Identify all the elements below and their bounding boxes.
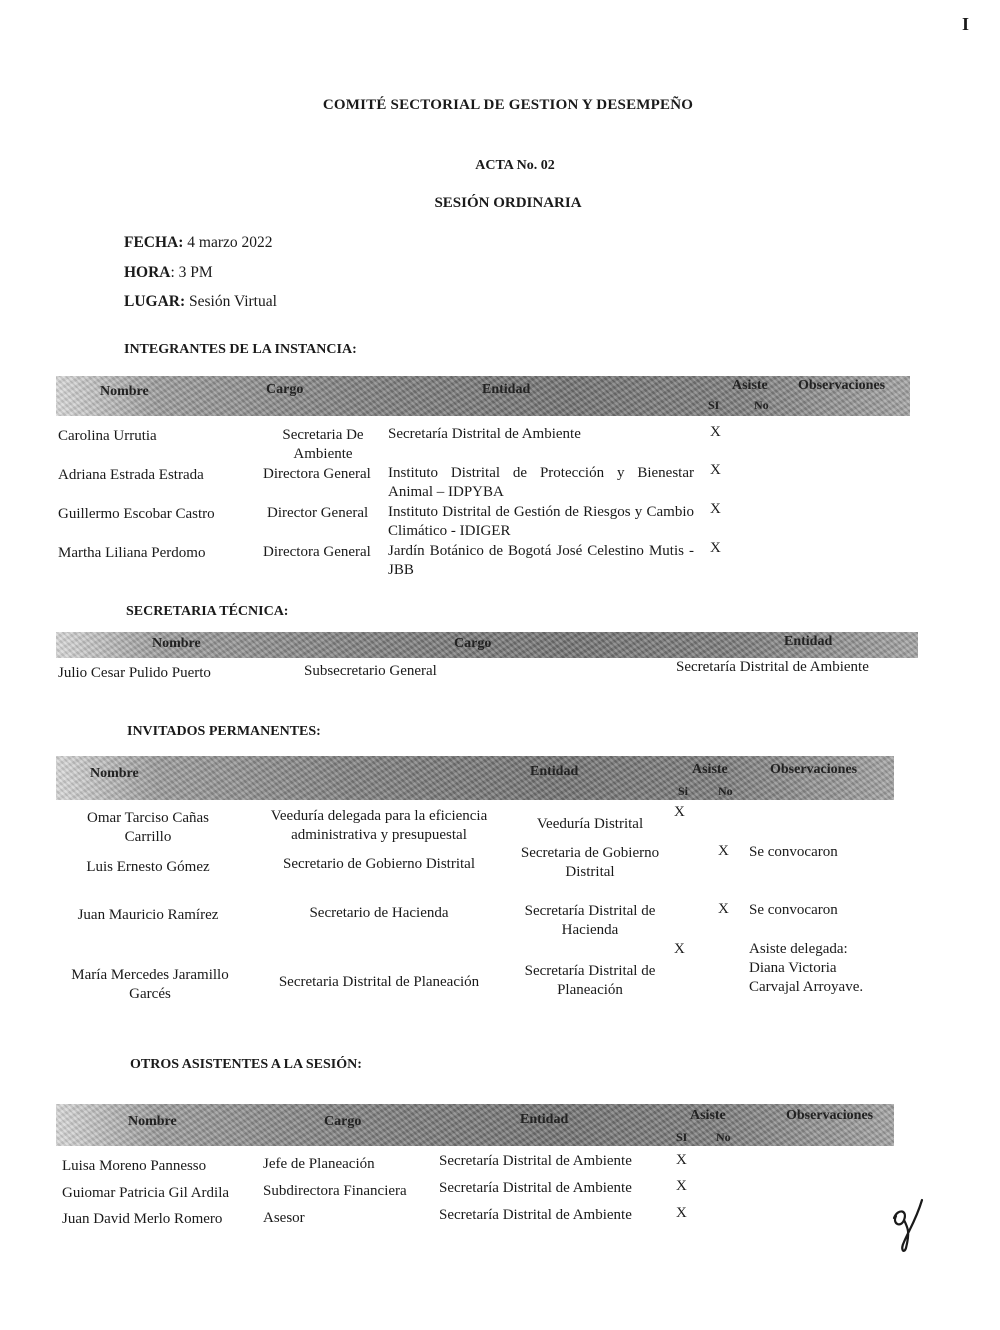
col-no: No	[716, 1130, 731, 1144]
otros-label: OTROS ASISTENTES A LA SESIÓN:	[130, 1057, 362, 1072]
col-nombre: Nombre	[128, 1114, 177, 1129]
integrantes-label: INTEGRANTES DE LA INSTANCIA:	[124, 342, 357, 357]
col-cargo: Cargo	[454, 636, 492, 651]
otro-asiste-si: X	[676, 1178, 687, 1194]
integrante-entidad: Secretaría Distrital de Ambiente	[388, 426, 581, 442]
col-si: SI	[708, 398, 720, 412]
integrante-nombre: Martha Liliana Perdomo	[58, 545, 206, 561]
col-si: SI	[676, 1130, 688, 1144]
integrante-asiste-si: X	[710, 462, 721, 478]
otro-cargo: Asesor	[263, 1210, 305, 1226]
integrante-asiste-si: X	[710, 540, 721, 556]
col-nombre: Nombre	[100, 384, 149, 399]
col-asiste: Asiste	[692, 762, 728, 777]
otro-nombre: Luisa Moreno Pannesso	[62, 1158, 207, 1174]
col-cargo: Cargo	[324, 1114, 362, 1129]
integrante-asiste-si: X	[710, 424, 721, 440]
otro-nombre: Juan David Merlo Romero	[62, 1211, 223, 1227]
col-observaciones: Observaciones	[786, 1108, 874, 1123]
otro-cargo: Jefe de Planeación	[263, 1156, 375, 1172]
col-observaciones: Observaciones	[770, 762, 858, 777]
fecha-label: FECHA:	[124, 234, 184, 251]
otro-entidad: Secretaría Distrital de Ambiente	[439, 1180, 632, 1196]
integrante-nombre: Adriana Estrada Estrada	[58, 467, 204, 483]
secretaria-entidad: Secretaría Distrital de Ambiente	[676, 659, 869, 675]
col-cargo: Cargo	[266, 382, 304, 397]
otro-asiste-si: X	[676, 1205, 687, 1221]
otros-header	[56, 1104, 894, 1146]
col-entidad: Entidad	[784, 634, 833, 649]
hora-value: : 3 PM	[170, 264, 213, 281]
invitado-entidad: Secretaria de Gobierno Distrital	[520, 845, 660, 880]
invitado-entidad: Secretaría Distrital de Hacienda	[524, 903, 656, 938]
integrante-cargo: Directora General	[263, 544, 371, 560]
invitado-cargo: Secretario de Hacienda	[309, 905, 449, 921]
lugar-label: LUGAR:	[124, 293, 186, 310]
integrante-entidad: Instituto Distrital de Protección y Bienestar Animal – IDPYBA	[388, 465, 694, 500]
col-si: Si	[678, 784, 689, 798]
col-observaciones: Observaciones	[798, 378, 886, 393]
page-mark: I	[962, 14, 970, 34]
otro-entidad: Secretaría Distrital de Ambiente	[439, 1153, 632, 1169]
integrantes-header	[56, 376, 910, 416]
col-no: No	[718, 784, 733, 798]
otro-asiste-si: X	[676, 1152, 687, 1168]
otro-entidad: Secretaría Distrital de Ambiente	[439, 1207, 632, 1223]
invitado-asiste-si: X	[674, 941, 685, 957]
invitado-entidad: Veeduría Distrital	[536, 816, 644, 832]
document-title: COMITÉ SECTORIAL DE GESTION Y DESEMPEÑO	[322, 97, 694, 113]
integrante-nombre: Carolina Urrutia	[58, 428, 157, 444]
col-entidad: Entidad	[482, 382, 531, 397]
lugar-line	[124, 293, 277, 311]
acta-number: ACTA No. 02	[475, 158, 555, 173]
col-nombre: Nombre	[152, 636, 201, 651]
invitado-nombre: María Mercedes Jaramillo Garcés	[71, 967, 229, 1002]
col-entidad: Entidad	[520, 1112, 569, 1127]
secretaria-nombre: Julio Cesar Pulido Puerto	[58, 665, 211, 681]
invitado-nombre: Omar Tarciso Cañas Carrillo	[87, 810, 209, 845]
invitado-cargo: Veeduría delegada para la eficiencia administrativa y presupuestal	[270, 808, 488, 843]
signature-mark	[888, 1198, 928, 1258]
integrante-nombre: Guillermo Escobar Castro	[58, 506, 215, 522]
lugar-value: Sesión Virtual	[185, 293, 277, 310]
invitado-observaciones: Se convocaron	[749, 902, 838, 918]
col-entidad: Entidad	[530, 764, 579, 779]
col-asiste: Asiste	[732, 378, 768, 393]
col-asiste: Asiste	[690, 1108, 726, 1123]
invitado-entidad: Secretaría Distrital de Planeación	[524, 963, 656, 998]
invitado-cargo: Secretaria Distrital de Planeación	[278, 974, 480, 990]
secretaria-label: SECRETARIA TÉCNICA:	[126, 604, 289, 619]
invitado-cargo: Secretario de Gobierno Distrital	[282, 856, 476, 872]
integrante-entidad: Instituto Distrital de Gestión de Riesgos y Cambio Climático - IDIGER	[388, 504, 694, 539]
integrante-asiste-si: X	[710, 501, 721, 517]
hora-label: HORA	[124, 264, 171, 281]
integrante-cargo: Directora General	[263, 466, 371, 482]
col-nombre: Nombre	[90, 766, 139, 781]
invitado-observaciones: Se convocaron	[749, 844, 838, 860]
integrante-entidad: Jardín Botánico de Bogotá José Celestino Mutis - JBB	[388, 543, 694, 578]
invitados-label: INVITADOS PERMANENTES:	[127, 724, 321, 739]
invitado-asiste-si: X	[674, 804, 685, 820]
invitado-observaciones: Asiste delegada: Diana Victoria Carvajal Arroyave.	[749, 941, 864, 995]
col-no: No	[754, 398, 769, 412]
secretaria-header	[56, 632, 918, 658]
session-type: SESIÓN ORDINARIA	[434, 195, 582, 211]
hora-line	[124, 264, 213, 282]
otro-cargo: Subdirectora Financiera	[263, 1183, 407, 1199]
invitado-asiste-no: X	[718, 901, 729, 917]
invitado-nombre: Juan Mauricio Ramírez	[77, 907, 219, 923]
invitado-asiste-no: X	[718, 843, 729, 859]
integrante-cargo: Director General	[267, 505, 369, 521]
integrante-cargo: Secretaria De Ambiente	[282, 427, 364, 462]
invitados-header	[56, 756, 894, 800]
secretaria-cargo: Subsecretario General	[304, 663, 437, 679]
invitado-nombre: Luis Ernesto Gómez	[86, 859, 210, 875]
fecha-value: 4 marzo 2022	[183, 234, 273, 251]
fecha-line	[124, 234, 273, 252]
otro-nombre: Guiomar Patricia Gil Ardila	[62, 1185, 230, 1201]
